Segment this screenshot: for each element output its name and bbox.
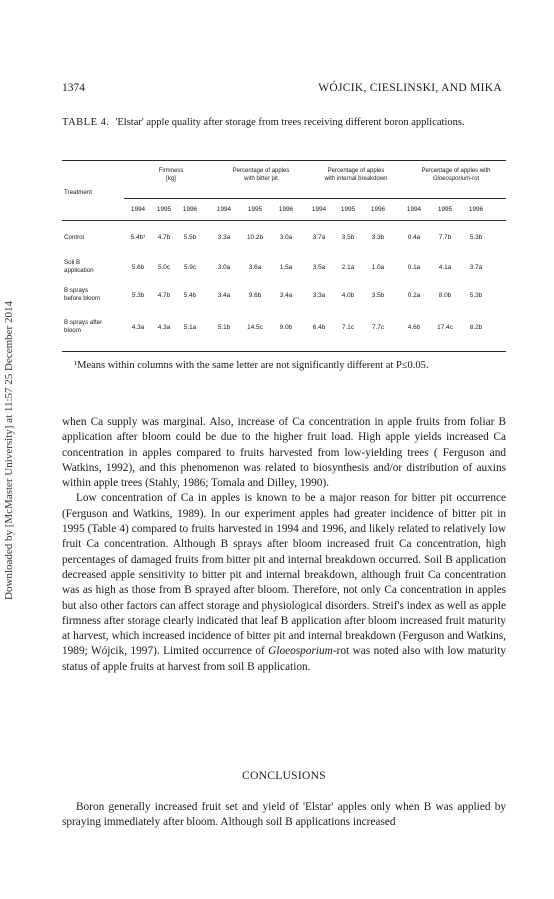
conclusions-text — [62, 800, 506, 831]
page-header — [62, 82, 502, 98]
row-label-line1: Control — [64, 234, 84, 241]
table-cell: 5.9c — [183, 264, 197, 271]
row-label-line1: B sprays — [64, 287, 89, 294]
group-internal-breakdown — [314, 168, 398, 183]
table-cell: 0.4a — [407, 234, 421, 241]
table-row-label — [64, 259, 122, 274]
table-row-label — [64, 287, 122, 302]
gloeosporium-suffix: -rot — [470, 175, 480, 182]
table-cell: 4.0b — [341, 292, 355, 299]
group-bitter-pit-line2: with bitter pit — [244, 175, 278, 182]
table-cell: 3.7a — [469, 264, 483, 271]
table-cell: 5.4b¹ — [130, 234, 146, 241]
table-cell: 4.7b — [157, 234, 171, 241]
group-gloeosporium-line2 — [408, 176, 504, 184]
table-cell: 9.6b — [248, 292, 262, 299]
row-label-line2: application — [64, 266, 94, 274]
table-cell: 7.1c — [341, 324, 355, 331]
year-header: 1996 — [370, 206, 386, 213]
group-internal-breakdown-line2: with internal breakdown — [324, 175, 388, 182]
year-header: 1996 — [278, 206, 294, 213]
year-header: 1994 — [406, 206, 422, 213]
table-cell: 9.0b — [279, 324, 293, 331]
table-caption — [62, 116, 506, 129]
table-cell: 7.7c — [371, 324, 385, 331]
paragraph-2-part1: Low concentration of Ca in apples is known to be a major reason for bitter pit occurrence (Ferguson and Watkins, 1989). In our experiment apples had greater incidence of bitter pit in 1995 (Table 4) compared to fruits harvested in 1994 and 1996, and likely related to relatively low fruit Ca concentration. Although B sprays after bloom increased fruit Ca concentration, high percentages of damaged fruits from bitter pit and internal breakdown occurred. Soil B application decreased apple sensitivity to bitter pit and internal breakdown, although fruit Ca concentration was as high as those from B sprayed after bloom. Therefore, not only Ca concentration in apples but also other factors can affect storage and physiological disorders. Streif's index as well as apple firmness after storage clearly indicated that leaf B application after bloom increased fruit maturity at harvest, which increased incidence of bitter pit and internal breakdown (Ferguson and Watkins, 1989; Wójcik, 1997). Limited occurrence of — [62, 492, 506, 658]
table-cell: 5.0c — [157, 264, 171, 271]
table-bottom-rule — [62, 351, 506, 352]
year-header: 1995 — [340, 206, 356, 213]
table-cell: 3.0a — [279, 234, 293, 241]
table-cell: 4.3a — [157, 324, 171, 331]
table-cell: 2.1a — [341, 264, 355, 271]
table-caption-text: 'Elstar' apple quality after storage from trees receiving different boron applications. — [115, 117, 465, 128]
paragraph-2 — [62, 491, 506, 675]
table-row-label — [64, 234, 122, 242]
table-cell: 5.1a — [183, 324, 197, 331]
group-internal-breakdown-line1: Percentage of apples — [327, 168, 385, 174]
table-cell: 4.3a — [131, 324, 145, 331]
table-cell: 1.0a — [371, 264, 385, 271]
table-cell: 14.5c — [247, 324, 263, 331]
table-cell: 17.4c — [437, 324, 453, 331]
table-cell: 5.4b — [183, 292, 197, 299]
group-bitter-pit-line1: Percentage of apples — [232, 168, 290, 174]
table-cell: 3.3a — [217, 234, 231, 241]
page-number: 1374 — [62, 82, 85, 94]
table-cell: 4.7b — [157, 292, 171, 299]
conclusions-heading: CONCLUSIONS — [242, 770, 326, 782]
paragraph-3: Boron generally increased fruit set and yield of 'Elstar' apples only when B was applied by spraying immediately after bloom. Although soil B applications increased — [62, 801, 506, 829]
table-cell: 3.0a — [217, 264, 231, 271]
table-cell: 3.3b — [371, 234, 385, 241]
table-top-rule — [62, 160, 506, 161]
row-label-line2: bloom — [64, 326, 81, 334]
table-cell: 5.3b — [131, 292, 145, 299]
table-header-rule — [124, 198, 506, 199]
group-gloeosporium-line1: Percentage of apples with — [421, 168, 491, 174]
table-cell: 3.5a — [312, 264, 326, 271]
table-cell: 3.7a — [312, 234, 326, 241]
running-head: WÓJCIK, CIESLINSKI, AND MIKA — [318, 82, 502, 94]
table-cell: 1.5a — [279, 264, 293, 271]
table-cell: 5.6b — [131, 264, 145, 271]
table-cell: 5.3b — [469, 234, 483, 241]
results-table — [62, 150, 506, 350]
table-cell: 0.2a — [407, 292, 421, 299]
table-cell: 5.5b — [183, 234, 197, 241]
table-cell: 8.2b — [469, 324, 483, 331]
year-header: 1994 — [216, 206, 232, 213]
table-cell: 0.1a — [407, 264, 421, 271]
group-gloeosporium — [408, 168, 504, 183]
download-watermark: Downloaded by [McMaster University] at 11:57 25 December 2014 — [3, 301, 15, 600]
table-cell: 6.4b — [312, 324, 326, 331]
table-years-rule — [62, 220, 506, 221]
table-cell: 4.1a — [438, 264, 452, 271]
year-header: 1995 — [247, 206, 263, 213]
table-cell: 3.4a — [217, 292, 231, 299]
paragraph-2-part2: -rot was noted also with low maturity status of apple fruits at harvest from soil B application. — [62, 645, 506, 673]
year-header: 1994 — [311, 206, 327, 213]
row-label-line1: Soil B — [64, 259, 81, 266]
table-cell: 5.1b — [217, 324, 231, 331]
group-firmness-line1: Firmness — [158, 168, 184, 174]
table-row-label — [64, 319, 122, 334]
table-cell: 8.0b — [438, 292, 452, 299]
table-cell: 3.3a — [312, 292, 326, 299]
year-header: 1996 — [182, 206, 198, 213]
gloeosporium-italic: Gloeosporium — [432, 175, 471, 182]
year-header: 1994 — [130, 206, 146, 213]
table-footnote: ¹Means within columns with the same letter are not significantly different at P≤0.05. — [74, 360, 429, 371]
table-label: TABLE 4. — [62, 117, 110, 128]
table-cell: 7.7b — [438, 234, 452, 241]
table-cell: 3.5b — [341, 234, 355, 241]
year-header: 1995 — [156, 206, 172, 213]
table-cell: 3.6a — [248, 264, 262, 271]
year-header: 1996 — [468, 206, 484, 213]
treatment-header: Treatment — [64, 189, 92, 196]
year-header: 1995 — [437, 206, 453, 213]
body-text — [62, 415, 506, 675]
row-label-line1: B sprays after — [64, 319, 103, 326]
table-cell: 3.5b — [371, 292, 385, 299]
row-label-line2: before bloom — [64, 294, 101, 302]
table-cell: 4.6b — [407, 324, 421, 331]
group-firmness-line2: [kg] — [166, 175, 176, 182]
group-firmness — [138, 168, 204, 183]
table-cell: 10.2b — [247, 234, 263, 241]
group-bitter-pit — [220, 168, 302, 183]
table-cell: 3.4a — [279, 292, 293, 299]
paragraph-1: when Ca supply was marginal. Also, increase of Ca concentration in apple fruits from foliar B application after bloom could be due to the higher fruit load. High apple yields increased Ca concentration in apples compared to fruits harvested from low-yielding trees ( Ferguson and Watkins, 1992), and this phenomenon was related to biosynthesis and/or distribution of auxins within apple trees (Stahly, 1986; Tomala and Dilley, 1990). — [62, 416, 506, 490]
paragraph-2-italic: Gloeosporium — [268, 645, 333, 658]
table-cell: 5.3b — [469, 292, 483, 299]
